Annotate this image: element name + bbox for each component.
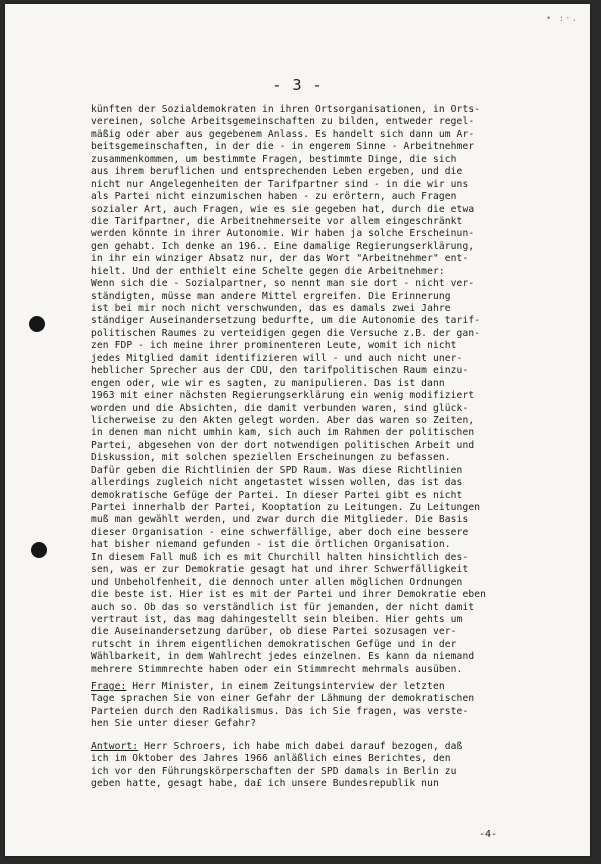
document-page	[5, 4, 590, 856]
text-line: worden und die Absichten, die damit verbunden waren, sind glück-	[91, 402, 469, 414]
text-line: als Partei nicht einzumischen haben - zu erörtern, auch Fragen	[91, 191, 457, 203]
text-line: in ihr ein winziger Absatz nur, der das Wort "Arbeitnehmer" ent-	[91, 253, 469, 265]
text-line: die beste ist. Hier ist es mit der Partei und ihrer Demokratie eben	[91, 589, 487, 601]
text-line: hen Sie unter dieser Gefahr?	[91, 718, 257, 730]
next-page-reference: -4-	[479, 829, 498, 840]
text-line: mehrere Stimmrechte haben oder ein Stimmrecht mehrmals ausüben.	[91, 663, 463, 675]
body-paragraph	[91, 104, 561, 676]
text-line: beitsgemeinschaften, in der die - in engerem Sinne - Arbeitnehmer	[91, 141, 475, 153]
text-line: aus ihrem beruflichen und entsprechenden Leben ergeben, und die	[91, 166, 463, 178]
question-speaker-label: Frage:	[91, 681, 127, 692]
text-line: vertraut ist, das mag dahingestellt sein bleiben. Hier gehts um	[91, 613, 463, 625]
text-line: geben hatte, gesagt habe, da£ ich unsere Bundesrepublik nun	[91, 778, 439, 790]
text-line: politischen Raumes zu verteidigen gegen die Versuche z.B. der gan-	[91, 327, 481, 339]
text-line	[91, 741, 561, 753]
page-number: - 3 -	[272, 76, 323, 94]
punch-hole-bottom	[31, 542, 47, 558]
text-line: heblicher Sprecher aus der CDU, den tarifpolitischen Raum einzu-	[91, 365, 469, 377]
text-line: Diskussion, mit solchen speziellen Erscheinungen zu befassen.	[91, 452, 451, 464]
answer-paragraph	[91, 741, 561, 791]
text-line: die Auseinandersetzung darüber, ob diese Partei sozusagen ver-	[91, 626, 457, 638]
text-line: auch so. Ob das so verständlich ist für jemanden, der nicht damit	[91, 601, 475, 613]
text-line: künften der Sozialdemokraten in ihren Ortsorganisationen, in Orts-	[91, 104, 481, 115]
text-line	[91, 681, 561, 693]
text-line: ständiger Auseinandersetzung bedurfte, um die Autonomie des tarif-	[91, 315, 481, 327]
answer-first-line: Herr Schroers, ich habe mich dabei darauf bezogen, daß	[138, 741, 463, 752]
text-line: werden könnte in ihrer Autonomie. Wir haben ja solche Erscheinun-	[91, 228, 475, 240]
text-line: ich vor den Führungskörperschaften der SPD damals in Berlin zu	[91, 765, 457, 777]
text-line: jedes Mitglied damit identifizieren will - und auch nicht uner-	[91, 352, 463, 364]
text-line: hat bisher niemand gefunden - ist die örtlichen Organisation.	[91, 539, 451, 551]
text-line: ist bei mir noch nicht verschwunden, das es damals zwei Jahre	[91, 303, 451, 314]
text-line: demokratische Gefüge der Partei. In dieser Partei gibt es nicht	[91, 489, 463, 501]
text-line: und Unbeholfenheit, die dennoch unter allen möglichen Ordnungen	[91, 576, 463, 588]
text-line: in denen man nicht umhin kam, sich auch im Rahmen der politischen	[91, 427, 475, 439]
text-line: licherweise zu den Akten gelegt worden. Aber das waren so Zeiten,	[91, 414, 475, 426]
text-line: die Tarifpartner, die Arbeitnehmerseite vor allem eingeschränkt	[91, 215, 463, 227]
text-line: ständigten, müsse man andere Mittel ergreifen. Die Erinnerung	[91, 290, 451, 302]
text-line: vereinen, solche Arbeitsgemeinschaften zu bilden, entweder regel-	[91, 116, 475, 128]
text-line: gen gehabt. Ich denke an 196.. Eine damalige Regierungserklärung,	[91, 240, 475, 252]
corner-mark: • :·.	[545, 14, 578, 24]
text-line: engen oder, wie wir es sagten, zu manipulieren. Das ist dann	[91, 377, 445, 389]
text-line: sen, was er zur Demokratie gesagt hat und ihrer Schwerfälligkeit	[91, 564, 469, 576]
answer-speaker-label: Antwort:	[91, 741, 139, 752]
text-line: 1963 mit einer nächsten Regierungserklärung ein wenig modifiziert	[91, 390, 475, 402]
text-line: zusammenkommen, um bestimmte Fragen, bestimmte Dinge, die sich	[91, 153, 457, 165]
text-line: Wenn sich die - Sozialpartner, so nennt man sie dort - nicht ver-	[91, 278, 475, 290]
text-line: Partei, abgesehen von der dort notwendigen politischen Arbeit und	[91, 439, 475, 451]
text-line: Tage sprachen Sie von einer Gefahr der Lähmung der demokratischen	[91, 693, 475, 705]
text-line: dieser Organisation - eine schwerfällige, aber doch eine bessere	[91, 526, 469, 538]
text-line: zen FDP - ich meine ihrer prominenteren Leute, womit ich nicht	[91, 340, 457, 352]
text-line: Partei innerhalb der Partei, Kooptation zu Leitungen. Zu Leitungen	[91, 502, 481, 513]
text-line: Parteien durch den Radikalismus. Das ich Sie fragen, was verste-	[91, 705, 469, 717]
text-line: Wählbarkeit, in dem Wahlrecht jedes einzelnen. Es kann da niemand	[91, 651, 475, 663]
text-line: hielt. Und der enthielt eine Schelte gegen die Arbeitnehmer:	[91, 265, 445, 277]
text-line: allerdings zugleich nicht angetastet wissen wollen, das ist das	[91, 477, 463, 489]
punch-hole-top	[29, 316, 45, 332]
question-first-line: Herr Minister, in einem Zeitungsinterview der letzten	[126, 681, 445, 692]
text-line: In diesem Fall muß ich es mit Churchill halten hinsichtlich des-	[91, 551, 469, 563]
text-line: nicht nur Angelegenheiten der Tarifpartner sind - in die wir uns	[91, 178, 469, 190]
text-line: ich im Oktober des Jahres 1966 anläßlich eines Berichtes, den	[91, 753, 451, 765]
text-line: sozialer Art, auch Fragen, wie es sie gegeben hat, durch die etwa	[91, 203, 475, 215]
text-line: muß man gewählt werden, und zwar durch die Mitglieder. Die Basis	[91, 514, 469, 526]
question-paragraph	[91, 681, 561, 731]
text-line: mäßig oder aber aus gegebenem Anlass. Es handelt sich dann um Ar-	[91, 128, 475, 140]
text-line: rutscht in ihrem eigentlichen demokratischen Gefüge und in der	[91, 638, 457, 650]
text-line: Dafür geben die Richtlinien der SPD Raum. Was diese Richtlinien	[91, 464, 463, 476]
